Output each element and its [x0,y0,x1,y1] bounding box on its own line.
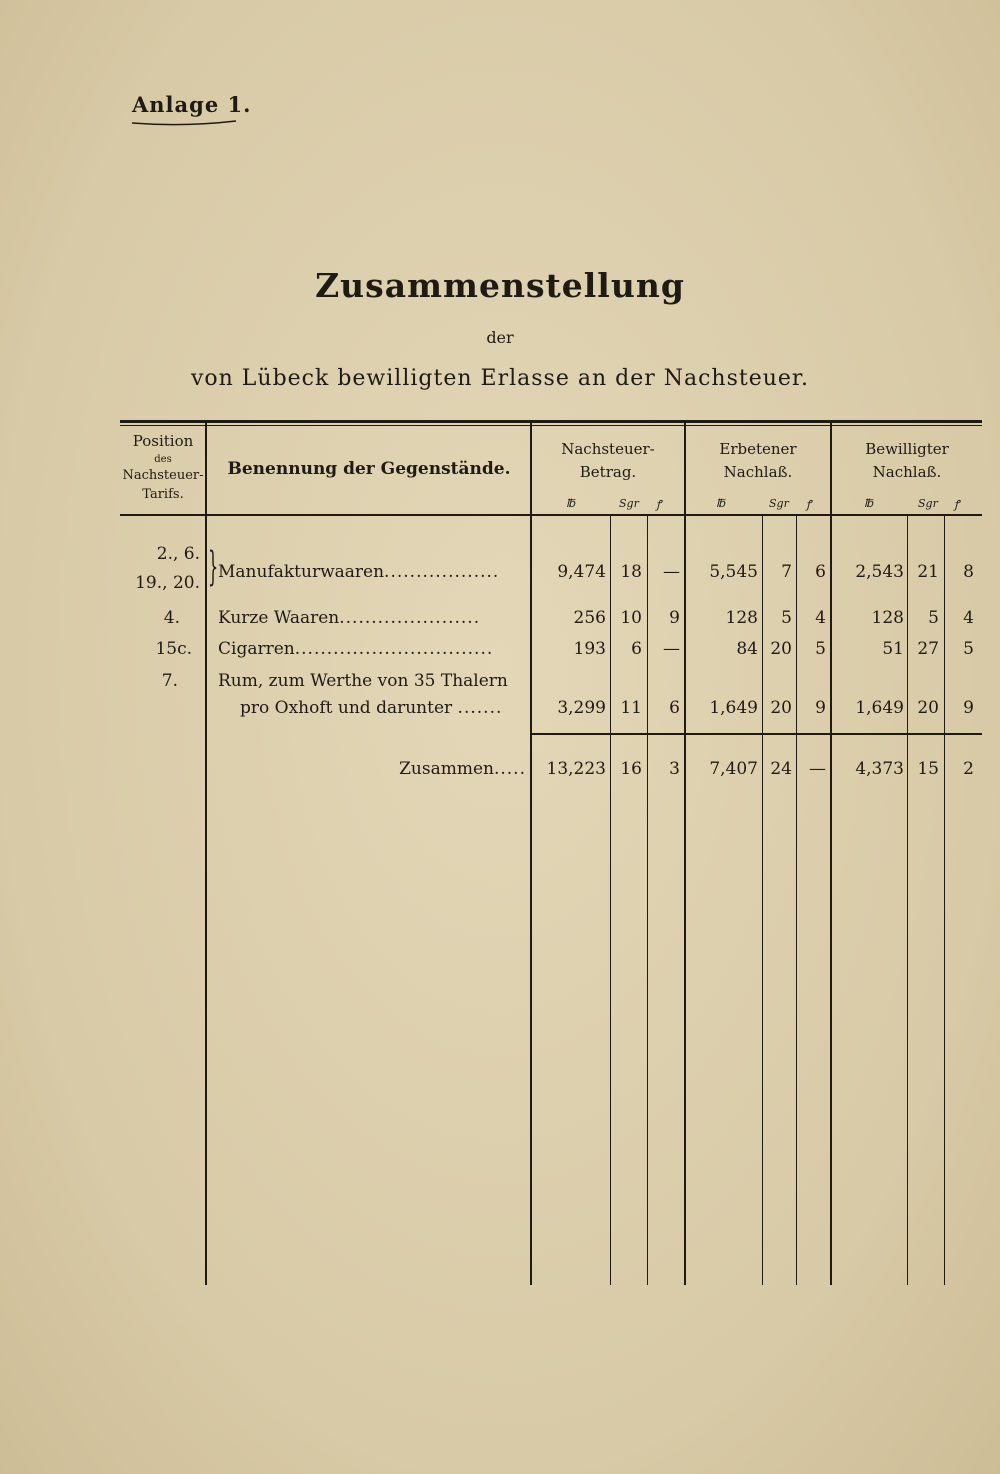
unit-thaler: ℔ [566,497,575,510]
unit-pf: ꝭ [954,498,960,511]
cell-tax-thaler: 9,474 [557,562,606,582]
total-req-pf: — [809,759,826,779]
cell-req-sgr: 5 [781,608,792,628]
total-req-sgr: 24 [770,759,792,779]
cell-tax-pf: — [663,639,680,659]
col-divider-gra-pf [944,516,945,1285]
header-position [122,430,204,504]
cell-tax-thaler: 3,299 [557,698,606,718]
header-name [208,458,530,481]
row-name-line1: Rum, zum Werthe von 35 Thalern [218,671,508,691]
total-label-text: Zusammen [399,759,494,779]
row-name-text: Kurze Waaren [218,608,340,628]
cell-gra-thaler: 1,649 [855,698,904,718]
cell-gra-pf: 8 [963,562,974,582]
subtitle-connector: der [486,328,514,347]
header-position-line1: Position [132,432,194,450]
unit-thaler: ℔ [716,497,725,510]
cell-req-sgr: 20 [770,639,792,659]
cell-req-sgr: 20 [770,698,792,718]
cell-gra-pf: 9 [963,698,974,718]
col-divider-name [530,423,532,1285]
col-divider-position [205,423,207,1285]
header-tax [532,438,684,484]
total-tax-thaler: 13,223 [546,759,606,779]
row-brace: } [208,544,219,590]
row-name-text: Manufakturwaaren [218,562,385,582]
unit-pf: ꝭ [806,498,812,511]
col-divider-req-pf [796,516,797,1285]
cell-req-thaler: 84 [736,639,758,659]
cell-tax-thaler: 256 [573,608,606,628]
total-tax-pf: 3 [669,759,680,779]
header-requested-line1: Erbetener [719,440,797,458]
total-leader-dots: ..... [493,759,526,779]
cell-tax-pf: — [663,562,680,582]
cell-tax-pf: 9 [669,608,680,628]
row-position: 15c. [155,639,192,659]
row-name [218,562,499,582]
row-position: 19., 20. [135,573,200,593]
row-leader-dots: .................. [384,562,500,582]
row-position: 2., 6. [156,544,200,564]
annex-ornament-rule [132,120,236,126]
col-divider-tax-sgr [610,516,611,1285]
table-header-rule [120,514,982,516]
row-leader-dots: ...................... [339,608,481,628]
row-position: 7. [161,671,178,691]
unit-thaler: ℔ [864,497,873,510]
header-requested-line2: Nachlaß. [723,463,793,481]
row-name [218,608,480,628]
unit-sgr: Sgr [619,497,639,510]
total-rule [532,733,982,735]
header-granted-line2: Nachlaß. [872,463,942,481]
header-requested [686,438,830,484]
cell-req-pf: 6 [815,562,826,582]
row-name-text: pro Oxhoft und darunter [240,698,453,718]
cell-req-thaler: 1,649 [709,698,758,718]
header-name-label: Benennung der Gegenstände. [227,459,511,479]
header-tax-line1: Nachsteuer- [561,440,655,458]
cell-gra-pf: 5 [963,639,974,659]
header-position-line4: Tarifs. [142,487,184,502]
row-leader-dots: ....... [457,698,503,718]
page-subtitle: von Lübeck bewilligten Erlasse an der Nachsteuer. [190,366,810,391]
total-gra-pf: 2 [963,759,974,779]
col-divider-requested [684,423,686,1285]
col-divider-gra-sgr [907,516,908,1285]
row-position: 4. [163,608,180,628]
cell-tax-sgr: 18 [620,562,642,582]
unit-sgr: Sgr [769,497,789,510]
row-name [218,639,493,659]
col-divider-tax-pf [647,516,648,1285]
cell-gra-thaler: 2,543 [855,562,904,582]
cell-gra-pf: 4 [963,608,974,628]
unit-pf: ꝭ [656,498,662,511]
cell-tax-pf: 6 [669,698,680,718]
header-tax-line2: Betrag. [579,463,637,481]
cell-gra-sgr: 5 [928,608,939,628]
cell-req-sgr: 7 [781,562,792,582]
cell-req-thaler: 5,545 [709,562,758,582]
total-req-thaler: 7,407 [709,759,758,779]
cell-req-pf: 9 [815,698,826,718]
col-divider-req-sgr [762,516,763,1285]
cell-tax-thaler: 193 [573,639,606,659]
cell-req-pf: 5 [815,639,826,659]
col-divider-granted [830,423,832,1285]
cell-gra-thaler: 128 [871,608,904,628]
cell-gra-sgr: 27 [917,639,939,659]
cell-tax-sgr: 6 [631,639,642,659]
cell-tax-sgr: 11 [620,698,642,718]
page-title: Zusammenstellung [315,266,685,305]
annex-label: Anlage 1. [132,92,252,117]
row-name-text: Cigarren [218,639,295,659]
cell-gra-thaler: 51 [882,639,904,659]
header-granted-line1: Bewilligter [865,440,949,458]
row-leader-dots: ............................... [294,639,494,659]
total-tax-sgr: 16 [620,759,642,779]
cell-gra-sgr: 21 [917,562,939,582]
cell-tax-sgr: 10 [620,608,642,628]
total-gra-thaler: 4,373 [855,759,904,779]
header-position-line2: des [154,454,172,465]
cell-gra-sgr: 20 [917,698,939,718]
header-position-line3: Nachsteuer- [122,468,204,483]
cell-req-thaler: 128 [725,608,758,628]
unit-sgr: Sgr [918,497,938,510]
header-granted [832,438,982,484]
table-top-rule [120,420,982,423]
cell-req-pf: 4 [815,608,826,628]
total-label [300,759,526,779]
row-name-line2 [240,698,502,718]
total-gra-sgr: 15 [917,759,939,779]
table-top-rule-thin [120,425,982,426]
